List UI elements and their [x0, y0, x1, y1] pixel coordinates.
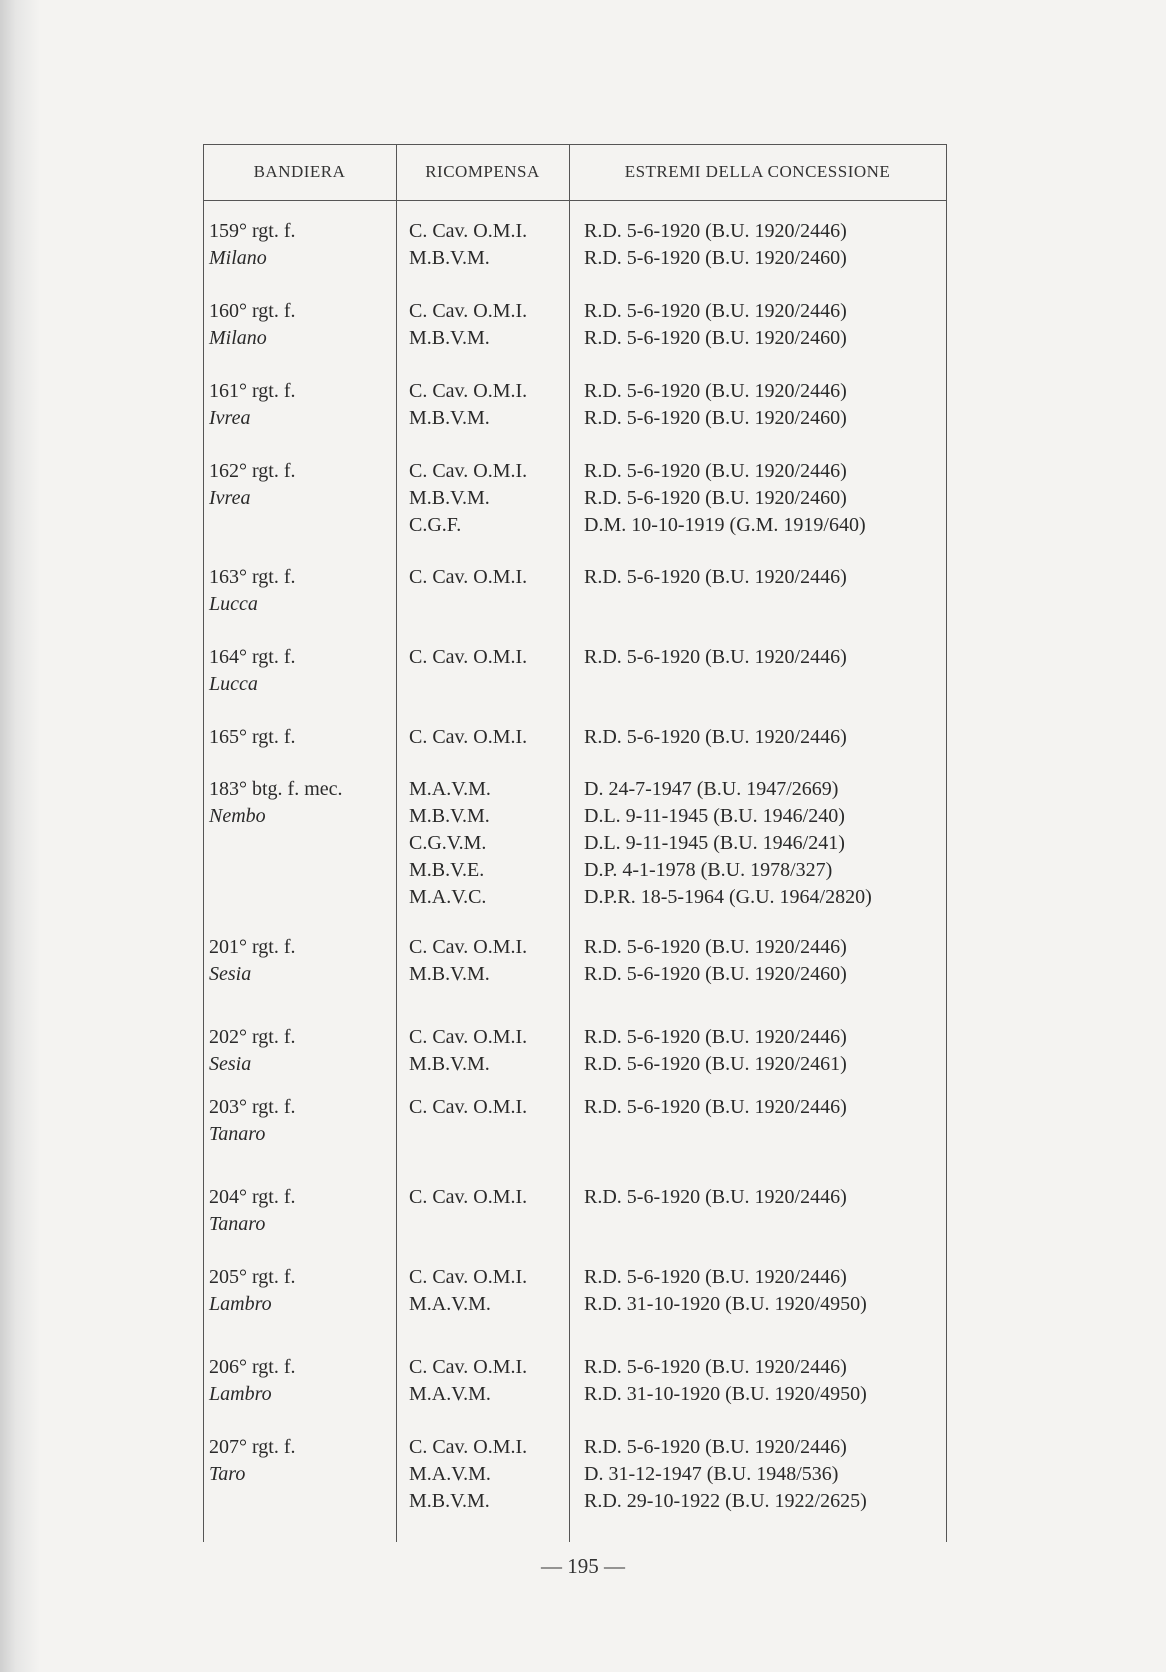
cell-line: 206° rgt. f.: [209, 1356, 296, 1378]
column-rule-2: [569, 144, 570, 1542]
cell-line: R.D. 5-6-1920 (B.U. 1920/2461): [584, 1053, 847, 1075]
bandiera-cell: [209, 1094, 296, 1148]
cell-line: 202° rgt. f.: [209, 1026, 296, 1048]
ricompensa-cell: [409, 1434, 527, 1515]
cell-line: R.D. 5-6-1920 (B.U. 1920/2446): [584, 1436, 847, 1458]
cell-line: M.B.V.M.: [409, 805, 490, 827]
ricompensa-cell: [409, 1184, 527, 1211]
cell-line: 165° rgt. f.: [209, 726, 296, 748]
unit-name: Taro: [209, 1463, 246, 1485]
ricompensa-cell: [409, 724, 527, 751]
bandiera-cell: [209, 1264, 296, 1318]
cell-line: C.G.F.: [409, 514, 462, 536]
cell-line: C. Cav. O.M.I.: [409, 380, 528, 402]
cell-line: 162° rgt. f.: [209, 460, 296, 482]
cell-line: 163° rgt. f.: [209, 566, 296, 588]
estremi-cell: [584, 644, 847, 671]
cell-line: R.D. 31-10-1920 (B.U. 1920/4950): [584, 1293, 867, 1315]
unit-name: Milano: [209, 327, 267, 349]
ricompensa-cell: [409, 1094, 527, 1121]
header-ricompensa: RICOMPENSA: [425, 162, 540, 181]
bandiera-cell: [209, 458, 296, 512]
cell-line: C. Cav. O.M.I.: [409, 566, 528, 588]
cell-line: C. Cav. O.M.I.: [409, 936, 528, 958]
cell-line: 161° rgt. f.: [209, 380, 296, 402]
ricompensa-cell: [409, 458, 527, 539]
cell-line: M.B.V.M.: [409, 327, 490, 349]
cell-line: D. 24-7-1947 (B.U. 1947/2669): [584, 778, 839, 800]
cell-line: R.D. 5-6-1920 (B.U. 1920/2446): [584, 1096, 847, 1118]
cell-line: M.B.V.M.: [409, 247, 490, 269]
cell-line: R.D. 5-6-1920 (B.U. 1920/2446): [584, 1356, 847, 1378]
ricompensa-cell: [409, 1354, 527, 1408]
cell-line: R.D. 5-6-1920 (B.U. 1920/2460): [584, 963, 847, 985]
estremi-cell: [584, 1024, 847, 1078]
cell-line: C. Cav. O.M.I.: [409, 1186, 528, 1208]
cell-line: 201° rgt. f.: [209, 936, 296, 958]
estremi-cell: [584, 564, 847, 591]
cell-line: C. Cav. O.M.I.: [409, 300, 528, 322]
bandiera-cell: [209, 1024, 296, 1078]
cell-line: D. 31-12-1947 (B.U. 1948/536): [584, 1463, 839, 1485]
bandiera-cell: [209, 1354, 296, 1408]
cell-line: C. Cav. O.M.I.: [409, 1436, 528, 1458]
cell-line: M.A.V.C.: [409, 886, 487, 908]
cell-line: M.B.V.M.: [409, 407, 490, 429]
bandiera-cell: [209, 1434, 296, 1488]
cell-line: 164° rgt. f.: [209, 646, 296, 668]
unit-name: Lucca: [209, 673, 258, 695]
ricompensa-cell: [409, 298, 527, 352]
cell-line: R.D. 5-6-1920 (B.U. 1920/2460): [584, 327, 847, 349]
cell-line: R.D. 5-6-1920 (B.U. 1920/2460): [584, 487, 847, 509]
column-rule-right: [946, 144, 947, 1542]
cell-line: C. Cav. O.M.I.: [409, 646, 528, 668]
cell-line: R.D. 5-6-1920 (B.U. 1920/2460): [584, 407, 847, 429]
cell-line: M.A.V.M.: [409, 1383, 491, 1405]
header-bandiera: BANDIERA: [253, 162, 346, 181]
ricompensa-cell: [409, 1264, 527, 1318]
bandiera-cell: [209, 644, 296, 698]
bandiera-cell: [209, 564, 296, 618]
cell-line: R.D. 5-6-1920 (B.U. 1920/2446): [584, 646, 847, 668]
estremi-cell: [584, 378, 847, 432]
cell-line: R.D. 5-6-1920 (B.U. 1920/2446): [584, 726, 847, 748]
cell-line: R.D. 5-6-1920 (B.U. 1920/2446): [584, 300, 847, 322]
estremi-cell: [584, 298, 847, 352]
cell-line: C. Cav. O.M.I.: [409, 220, 528, 242]
decorations-table: [203, 144, 947, 1542]
bandiera-cell: [209, 724, 296, 751]
cell-line: C. Cav. O.M.I.: [409, 1026, 528, 1048]
cell-line: R.D. 5-6-1920 (B.U. 1920/2446): [584, 1266, 847, 1288]
estremi-cell: [584, 458, 866, 539]
cell-line: C. Cav. O.M.I.: [409, 1096, 528, 1118]
cell-line: R.D. 5-6-1920 (B.U. 1920/2446): [584, 1186, 847, 1208]
unit-name: Lucca: [209, 593, 258, 615]
cell-line: R.D. 5-6-1920 (B.U. 1920/2446): [584, 566, 847, 588]
estremi-cell: [584, 934, 847, 988]
cell-line: D.P.R. 18-5-1964 (G.U. 1964/2820): [584, 886, 872, 908]
cell-line: 204° rgt. f.: [209, 1186, 296, 1208]
unit-name: Sesia: [209, 1053, 252, 1075]
cell-line: R.D. 5-6-1920 (B.U. 1920/2446): [584, 936, 847, 958]
page-shadow: [0, 0, 40, 1672]
cell-line: C. Cav. O.M.I.: [409, 1356, 528, 1378]
cell-line: 207° rgt. f.: [209, 1436, 296, 1458]
cell-line: R.D. 29-10-1922 (B.U. 1922/2625): [584, 1490, 867, 1512]
unit-name: Lambro: [209, 1383, 272, 1405]
estremi-cell: [584, 1264, 867, 1318]
cell-line: M.B.V.E.: [409, 859, 485, 881]
cell-line: D.P. 4-1-1978 (B.U. 1978/327): [584, 859, 833, 881]
bandiera-cell: [209, 298, 296, 352]
ricompensa-cell: [409, 378, 527, 432]
unit-name: Sesia: [209, 963, 252, 985]
cell-line: M.A.V.M.: [409, 1293, 491, 1315]
cell-line: C. Cav. O.M.I.: [409, 460, 528, 482]
cell-line: C.G.V.M.: [409, 832, 487, 854]
cell-line: R.D. 5-6-1920 (B.U. 1920/2446): [584, 220, 847, 242]
bandiera-cell: [209, 776, 343, 830]
unit-name: Ivrea: [209, 407, 251, 429]
estremi-cell: [584, 776, 872, 911]
cell-line: M.B.V.M.: [409, 963, 490, 985]
cell-line: R.D. 31-10-1920 (B.U. 1920/4950): [584, 1383, 867, 1405]
bandiera-cell: [209, 934, 296, 988]
cell-line: 183° btg. f. mec.: [209, 778, 343, 800]
unit-name: Lambro: [209, 1293, 272, 1315]
unit-name: Milano: [209, 247, 267, 269]
cell-line: 205° rgt. f.: [209, 1266, 296, 1288]
header-rule: [203, 200, 947, 201]
ricompensa-cell: [409, 218, 527, 272]
cell-line: R.D. 5-6-1920 (B.U. 1920/2446): [584, 1026, 847, 1048]
estremi-cell: [584, 1434, 867, 1515]
cell-line: C. Cav. O.M.I.: [409, 726, 528, 748]
estremi-cell: [584, 724, 847, 751]
unit-name: Tanaro: [209, 1213, 266, 1235]
bandiera-cell: [209, 378, 296, 432]
page-number: — 195 —: [541, 1554, 625, 1578]
cell-line: R.D. 5-6-1920 (B.U. 1920/2446): [584, 460, 847, 482]
ricompensa-cell: [409, 644, 527, 671]
cell-line: M.A.V.M.: [409, 778, 491, 800]
cell-line: D.L. 9-11-1945 (B.U. 1946/240): [584, 805, 845, 827]
cell-line: D.M. 10-10-1919 (G.M. 1919/640): [584, 514, 866, 536]
unit-name: Tanaro: [209, 1123, 266, 1145]
cell-line: 160° rgt. f.: [209, 300, 296, 322]
ricompensa-cell: [409, 934, 527, 988]
ricompensa-cell: [409, 776, 491, 911]
ricompensa-cell: [409, 564, 527, 591]
ricompensa-cell: [409, 1024, 527, 1078]
cell-line: M.A.V.M.: [409, 1463, 491, 1485]
estremi-cell: [584, 218, 847, 272]
bandiera-cell: [209, 218, 296, 272]
cell-line: 159° rgt. f.: [209, 220, 296, 242]
cell-line: R.D. 5-6-1920 (B.U. 1920/2460): [584, 247, 847, 269]
unit-name: Nembo: [209, 805, 266, 827]
cell-line: M.B.V.M.: [409, 487, 490, 509]
unit-name: Ivrea: [209, 487, 251, 509]
cell-line: R.D. 5-6-1920 (B.U. 1920/2446): [584, 380, 847, 402]
header-estremi: ESTREMI DELLA CONCESSIONE: [624, 162, 891, 181]
cell-line: M.B.V.M.: [409, 1490, 490, 1512]
cell-line: C. Cav. O.M.I.: [409, 1266, 528, 1288]
cell-line: D.L. 9-11-1945 (B.U. 1946/241): [584, 832, 845, 854]
estremi-cell: [584, 1094, 847, 1121]
estremi-cell: [584, 1184, 847, 1211]
column-rule-1: [396, 144, 397, 1542]
estremi-cell: [584, 1354, 867, 1408]
column-rule-left: [203, 144, 204, 1542]
cell-line: M.B.V.M.: [409, 1053, 490, 1075]
bandiera-cell: [209, 1184, 296, 1238]
cell-line: 203° rgt. f.: [209, 1096, 296, 1118]
